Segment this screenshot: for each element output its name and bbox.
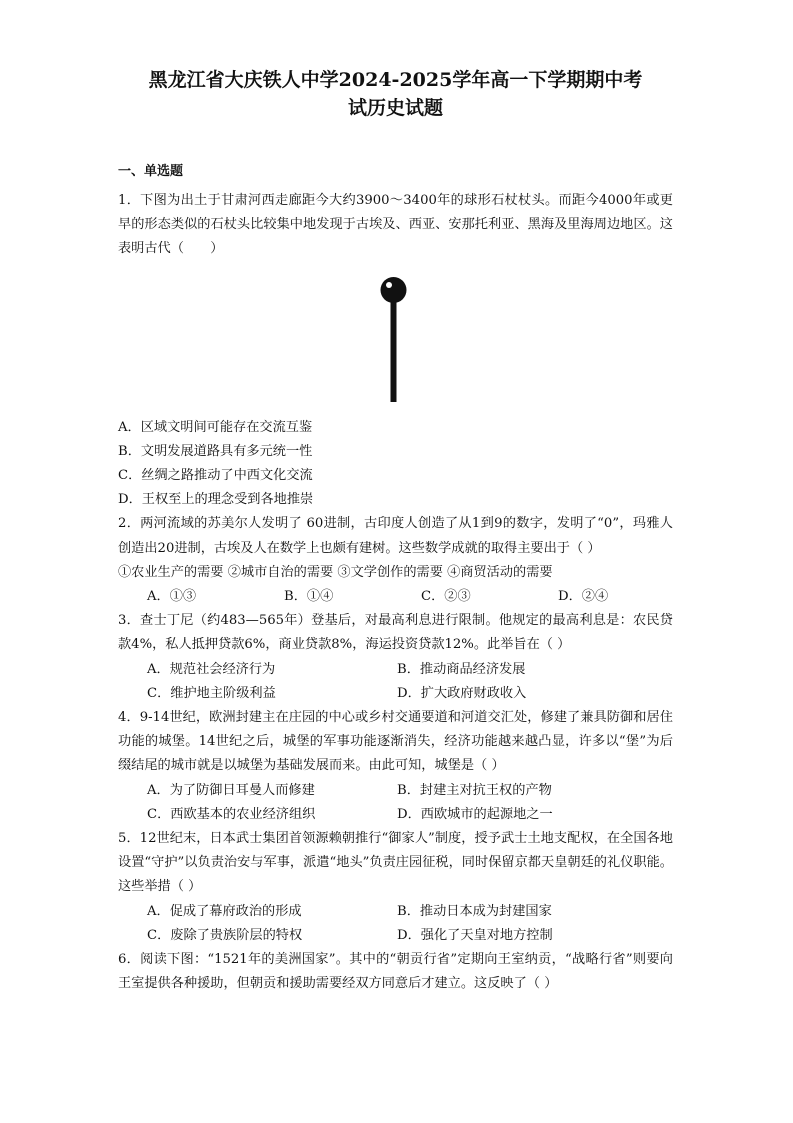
question-3-option-c: C．维护地主阶级利益 [147,685,276,701]
question-5-option-b: B．推动日本成为封建国家 [397,903,552,919]
question-4-option-c: C．西欧基本的农业经济组织 [147,806,316,822]
question-5-option-c: C．废除了贵族阶层的特权 [147,927,303,943]
question-4-option-a: A．为了防御日耳曼人而修建 [147,782,315,798]
question-2-option-d: D．②④ [558,589,609,605]
question-1-option-a: A．区域文明间可能存在交流互鉴 [118,419,313,435]
question-2-option-b: B．①④ [284,589,334,605]
question-1-option-b: B．文明发展道路具有多元统一性 [118,443,313,459]
question-4-stem: 4．9-14世纪，欧洲封建主在庄园的中心或乡村交通要道和河道交汇处，修建了兼具防御和居住功能的城堡。14世纪之后，城堡的军事功能逐渐消失，经济功能越来越凸显，许多以“堡”为后缀结尾的城市就是以城堡为基础发展而来。由此可知，城堡是（ ） [118,710,673,774]
stone-mace-image [376,274,416,406]
question-5-option-a: A．促成了幕府政治的形成 [147,903,302,919]
question-2-stem: 2．两河流域的苏美尔人发明了 60进制，古印度人创造了从1到9的数字，发明了“0”，玛雅人创造出20进制，古埃及人在数学上也颇有建树。这些数学成就的取得主要出于（ ） [118,516,673,556]
question-3-options [118,658,673,706]
question-6-stem: 6．阅读下图：“1521年的美洲国家”。其中的“朝贡行省”定期向王室纳贡，“战略行省”则要向王室提供各种援助，但朝贡和援助需要经双方同意后才建立。这反映了（ ） [118,952,673,992]
question-1-option-d: D．王权至上的理念受到各地推崇 [118,492,314,508]
question-2-options [118,585,673,609]
question-2-statements: ①农业生产的需要 ②城市自治的需要 ③文学创作的需要 ④商贸活动的需要 [118,564,553,580]
stone-mace-head-figure [118,262,673,416]
question-2-option-a: A．①③ [147,589,197,605]
question-3-option-b: B．推动商品经济发展 [397,661,526,677]
title-line-1: 黑龙江省大庆铁人中学2024-2025学年高一下学期期中考 [148,69,643,91]
question-3-stem: 3．查士丁尼（约483—565年）登基后，对最高利息进行限制。他规定的最高利息是：农民贷款4%，私人抵押贷款6%，商业贷款8%，海运投资贷款12%。此举旨在（ ） [118,613,673,653]
question-4-option-b: B．封建主对抗王权的产物 [397,782,552,798]
question-3-option-a: A．规范社会经济行为 [147,661,276,677]
question-1-option-c: C．丝绸之路推动了中西文化交流 [118,468,313,484]
document-title [104,0,687,122]
question-3-option-d: D．扩大政府财政收入 [397,685,527,701]
question-4-option-d: D．西欧城市的起源地之一 [397,806,553,822]
section-heading: 一、单选题 [118,164,184,179]
question-5-options [118,900,673,948]
question-4-options [118,779,673,827]
question-5-option-d: D．强化了天皇对地方控制 [397,927,553,943]
title-line-2: 试历史试题 [347,97,443,119]
question-5-stem: 5．12世纪末，日本武士集团首领源赖朝推行“御家人”制度，授予武士土地支配权，在全国各地设置“守护”以负责治安与军事，派遣“地头”负责庄园征税，同时保留京都天皇朝廷的礼仪职能。这些举措（ ） [118,831,673,895]
question-1-stem: 1．下图为出土于甘肃河西走廊距今大约3900～3400年的球形石杖杖头。而距今4000年或更早的形态类似的石杖头比较集中地发现于古埃及、西亚、安那托利亚、黑海及里海周边地区。这表明古代（ ） [118,193,673,257]
question-2-option-c: C．②③ [421,589,471,605]
